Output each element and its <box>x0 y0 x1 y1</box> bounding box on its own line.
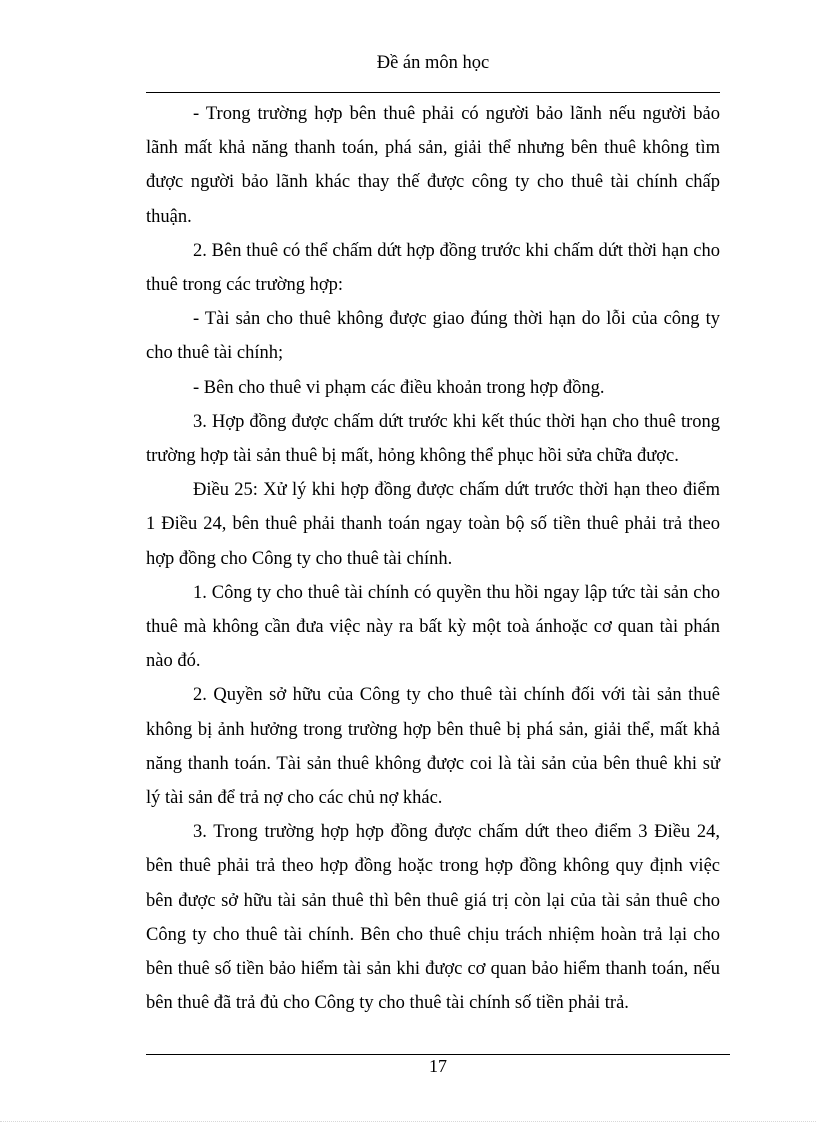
page-number: 17 <box>429 1056 447 1076</box>
paragraph-residual-value: 3. Trong trường hợp hợp đồng được chấm dứt theo điểm 3 Điều 24, bên thuê phải trả theo hợp đồng hoặc trong hợp đồng không quy định việc bên được sở hữu tài sản thuê thì bên thuê giá trị còn lại của tài sản thuê cho Công ty cho thuê tài chính. Bên cho thuê chịu trách nhiệm hoàn trả lại cho bên thuê số tiền bảo hiểm tài sản khi được cơ quan bảo hiểm thanh toán, nếu bên thuê đã trả đủ cho Công ty cho thuê tài chính số tiền phải trả. <box>146 822 720 1014</box>
document-body <box>146 97 720 1020</box>
page-bottom-edge <box>0 1121 816 1122</box>
paragraph-late-delivery: - Tài sản cho thuê không được giao đúng thời hạn do lỗi của công ty cho thuê tài chính; <box>146 309 720 364</box>
header-divider <box>146 92 720 93</box>
paragraph-asset-recovery: 1. Công ty cho thuê tài chính có quyền thu hồi ngay lập tức tài sản cho thuê mà không cần đưa việc này ra bất kỳ một toà ánhoặc cơ quan tài phán nào đó. <box>146 582 720 672</box>
page-header-title: Đề án môn học <box>376 53 490 73</box>
paragraph-ownership-rights: 2. Quyền sở hữu của Công ty cho thuê tài chính đối với tài sản thuê không bị ảnh hưởng trong trường hợp bên thuê bị phá sản, giải thể, mất khả năng thanh toán. Tài sản thuê không được coi là tài sản của bên thuê khi sử lý tài sản để trả nợ cho các chủ nợ khác. <box>146 685 720 809</box>
paragraph-article-25: Điều 25: Xử lý khi hợp đồng được chấm dứt trước thời hạn theo điểm 1 Điều 24, bên thuê phải thanh toán ngay toàn bộ số tiền thuê phải trả theo hợp đồng cho Công ty cho thuê tài chính. <box>146 480 720 569</box>
paragraph-asset-loss: 3. Hợp đồng được chấm dứt trước khi kết thúc thời hạn cho thuê trong trường hợp tài sản thuê bị mất, hỏng không thể phục hồi sửa chữa được. <box>146 411 720 467</box>
paragraph-lessor-breach: - Bên cho thuê vi phạm các điều khoản trong hợp đồng. <box>193 377 605 398</box>
paragraph-lessee-termination: 2. Bên thuê có thể chấm dứt hợp đồng trước khi chấm dứt thời hạn cho thuê trong các trường hợp: <box>146 240 720 296</box>
paragraph-guarantor-insolvency: - Trong trường hợp bên thuê phải có người bảo lãnh nếu người bảo lãnh mất khả năng thanh toán, phá sản, giải thể nhưng bên thuê không tìm được người bảo lãnh khác thay thế được công ty cho thuê tài chính chấp thuận. <box>146 104 720 227</box>
